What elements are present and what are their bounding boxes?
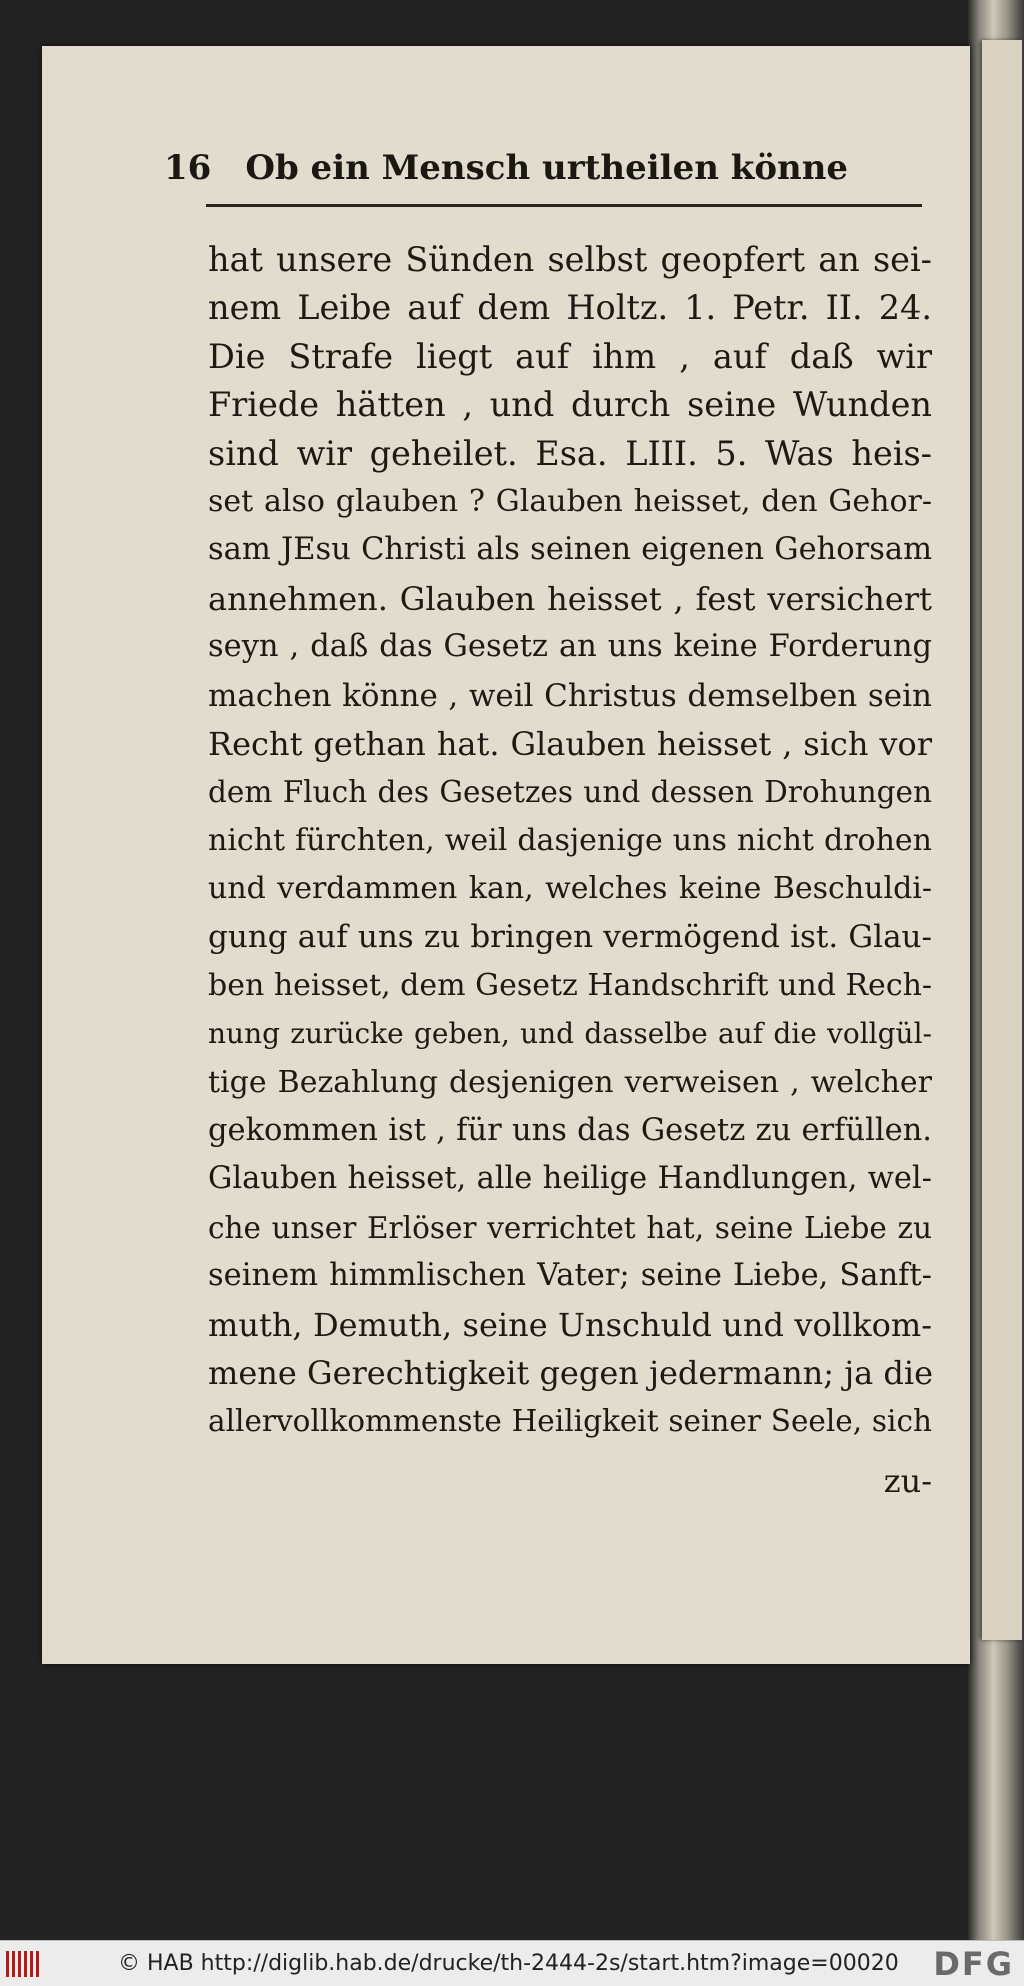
dfg-logo: DFG bbox=[933, 1945, 1014, 1983]
text-line: sind wir geheilet. Esa. LIII. 5. Was heis- bbox=[208, 433, 932, 473]
text-line: seinem himmlischen Vater; seine Liebe, Sanft- bbox=[208, 1258, 932, 1294]
text-line: hat unsere Sünden selbst geopfert an sei- bbox=[208, 240, 932, 279]
text-line: sam JEsu Christi als seinen eigenen Gehorsam bbox=[208, 532, 932, 568]
text-line: che unser Erlöser verrichtet hat, seine Liebe zu bbox=[208, 1210, 932, 1245]
footer-copyright[interactable]: © HAB http://diglib.hab.de/drucke/th-2444-2s/start.htm?image=00020 bbox=[118, 1951, 899, 1976]
text-line: seyn , daß das Gesetz an uns keine Forderung bbox=[208, 629, 932, 665]
text-line: machen könne , weil Christus demselben sein bbox=[208, 677, 932, 714]
text-line: tige Bezahlung desjenigen verweisen , welcher bbox=[208, 1064, 932, 1100]
text-line: Recht gethan hat. Glauben heisset , sich vor bbox=[208, 724, 932, 763]
text-line: dem Fluch des Gesetzes und dessen Drohungen bbox=[208, 775, 932, 810]
next-leaf-edge bbox=[982, 40, 1022, 1640]
text-line: nem Leibe auf dem Holtz. 1. Petr. II. 24. bbox=[208, 288, 932, 328]
text-line: und verdammen kan, welches keine Beschuldi- bbox=[208, 871, 932, 907]
running-head: Ob ein Mensch urtheilen könne bbox=[245, 148, 849, 188]
text-line: Friede hätten , und durch seine Wunden bbox=[208, 385, 932, 425]
text-line: mene Gerechtigkeit gegen jedermann; ja die bbox=[208, 1353, 934, 1392]
text-line: gekommen ist , für uns das Gesetz zu erfüllen. bbox=[208, 1113, 932, 1149]
text-line: gung auf uns zu bringen vermögend ist. Glau- bbox=[208, 919, 932, 956]
text-line: allervollkommenste Heiligkeit seiner Seele, sich bbox=[208, 1404, 932, 1439]
footer-bar bbox=[0, 1940, 1024, 1986]
hab-logo-icon bbox=[6, 1951, 42, 1977]
catchword: zu- bbox=[883, 1462, 932, 1500]
text-line: Glauben heisset, alle heilige Handlungen, wel- bbox=[208, 1161, 932, 1197]
page-header bbox=[164, 148, 924, 198]
text-line: nicht fürchten, weil dasjenige uns nicht drohen bbox=[208, 822, 932, 858]
page-number: 16 bbox=[164, 148, 212, 188]
text-line: annehmen. Glauben heisset , fest versichert bbox=[208, 579, 932, 618]
text-line: ben heisset, dem Gesetz Handschrift und Rech- bbox=[208, 967, 933, 1003]
text-line: set also glauben ? Glauben heisset, den Gehor- bbox=[208, 483, 932, 519]
body-text bbox=[208, 236, 932, 1446]
text-line: muth, Demuth, seine Unschuld und vollkom- bbox=[208, 1305, 932, 1344]
text-line: nung zurücke geben, und dasselbe auf die vollgül- bbox=[208, 1017, 932, 1051]
book-edge bbox=[968, 0, 1024, 1940]
header-rule bbox=[206, 204, 922, 207]
text-line: Die Strafe liegt auf ihm , auf daß wir bbox=[208, 336, 932, 376]
